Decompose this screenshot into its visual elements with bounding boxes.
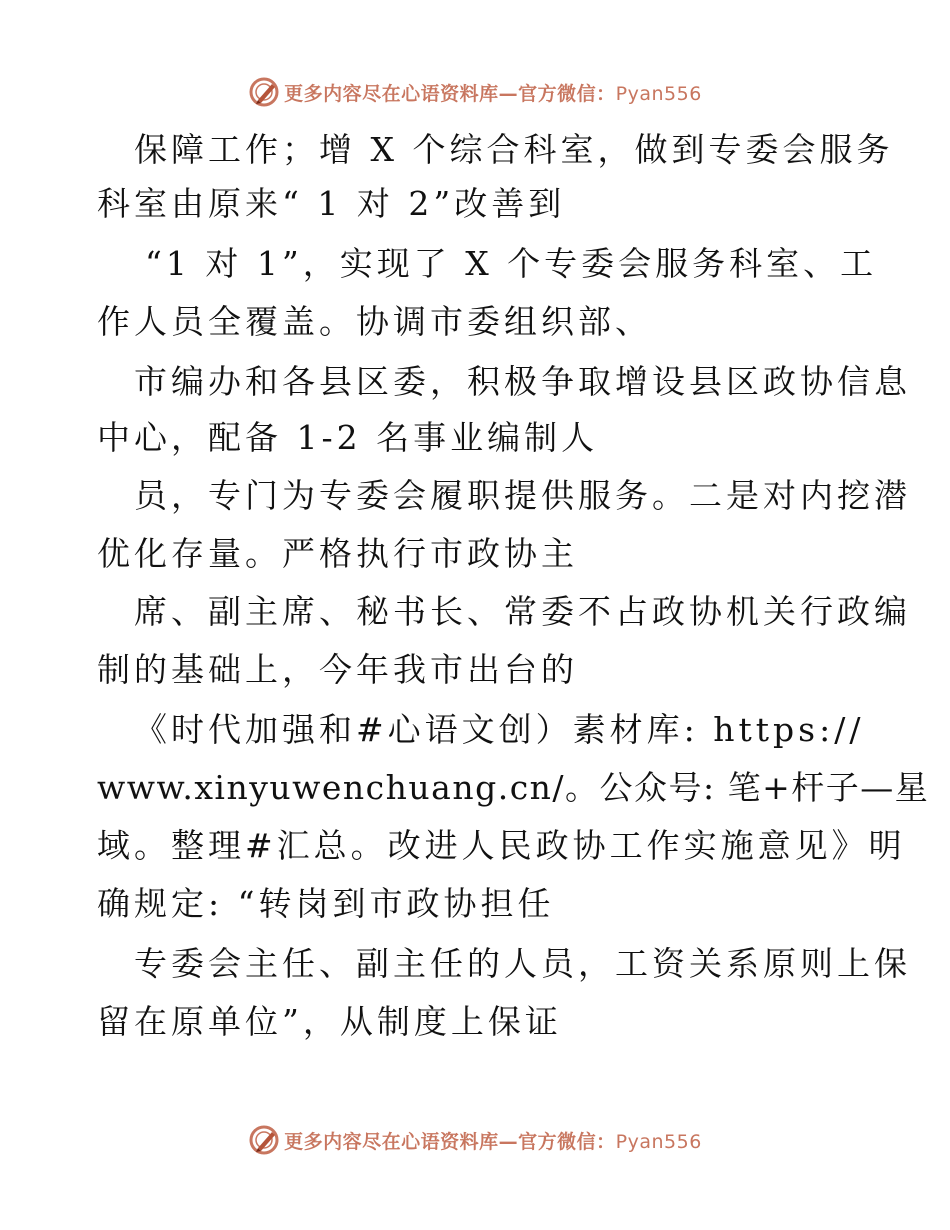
body-line: 专委会主任、副主任的人员，工资关系原则上保 [134,944,911,983]
body-line: 员，专门为专委会履职提供服务。二是对内挖潜 [134,476,911,515]
body-line: 中心，配备 1-2 名事业编制人 [97,418,599,457]
body-line: “1 对 1”，实现了 X 个专委会服务科室、工 [145,244,878,283]
body-line: 作人员全覆盖。协调市委组织部、 [97,302,652,341]
body-line: 席、副主席、秘书长、常委不占政协机关行政编 [134,592,911,631]
banner-slogan: 更多内容尽在心语资料库—官方微信： [284,82,616,105]
body-line: 制的基础上，今年我市出台的 [97,650,578,689]
body-line: 留在原单位”，从制度上保证 [97,1002,562,1041]
body-line: 《时代加强和#心语文创）素材库: https:// [134,710,865,749]
body-line: 保障工作；增 X 个综合科室，做到专委会服务 [134,130,894,169]
banner-wechat-id: Pyan556 [615,82,702,105]
body-line: 域。整理#汇总。改进人民政协工作实施意见》明 [97,826,906,865]
banner-text [284,79,702,106]
body-line: 优化存量。严格执行市政协主 [97,534,578,573]
body-line: www.xinyuwenchuang.cn/。公众号: 笔+杆子—星 [97,768,930,807]
banner-text [284,1127,702,1154]
stamp-pen-icon [248,76,280,108]
body-line: 确规定: “转岗到市政协担任 [97,884,555,923]
body-line: 市编办和各县区委，积极争取增设县区政协信息 [134,362,911,401]
banner-wechat-id: Pyan556 [615,1130,702,1153]
header-banner [0,72,950,112]
footer-banner [0,1120,950,1160]
body-line: 科室由原来“ 1 对 2”改善到 [97,184,566,223]
stamp-pen-icon [248,1124,280,1156]
banner-slogan: 更多内容尽在心语资料库—官方微信： [284,1130,616,1153]
